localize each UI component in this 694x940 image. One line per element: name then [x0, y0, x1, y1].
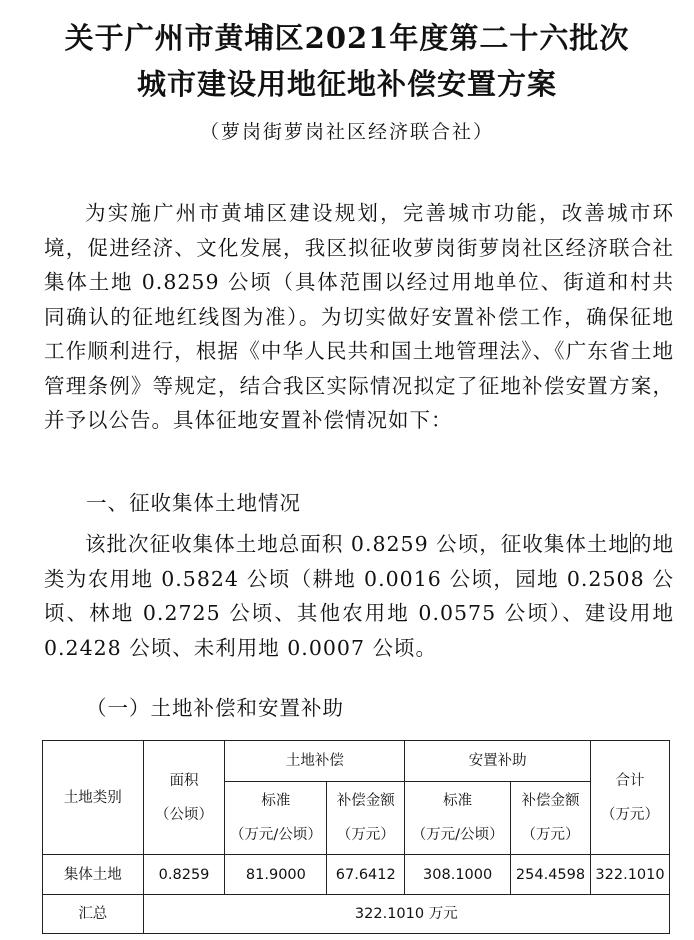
subheader-amount-unit: （万元）	[521, 827, 580, 843]
header-land-compensation: 土地补偿	[225, 741, 405, 782]
header-area-unit: （公顷）	[155, 806, 214, 823]
header-area	[143, 741, 225, 855]
land-details-text-a: 该批次征收集体土地总面积 0.8259 公顷，征收集体土地	[85, 532, 630, 556]
subheader-res-amount	[511, 782, 591, 855]
cell-res-amount: 254.4598	[511, 855, 591, 895]
subheader-amount-unit: （万元）	[336, 827, 395, 843]
section-heading-2: （一）土地补偿和安置补助	[86, 696, 344, 720]
subheader-standard-label: 标准	[443, 793, 473, 809]
subheader-land-standard	[225, 782, 327, 855]
document-title-line2: 城市建设用地征地补偿安置方案	[136, 67, 557, 101]
cell-res-standard: 308.1000	[405, 855, 511, 895]
cell-land-standard: 81.9000	[225, 855, 327, 895]
land-details-text-b: 的地类为农用地 0.5824 公顷（耕地 0.0016 公顷，园地 0.2508 公顷、林地 0.2725 公顷、其他农用地 0.0575 公顷）、建设用地 0.2428 公顷、未利用地 0.0007 公顷。	[44, 532, 674, 660]
document-title-line1: 关于广州市黄埔区2021年度第二十六批次	[64, 21, 630, 55]
header-resettlement: 安置补助	[405, 741, 591, 782]
subheader-standard-unit: （万元/公顷）	[229, 827, 322, 843]
document-subtitle: （萝岗街萝岗社区经济联合社）	[199, 121, 494, 143]
cell-summary-label: 汇总	[43, 895, 144, 934]
subheader-land-amount	[327, 782, 405, 855]
header-total-label: 合计	[615, 772, 645, 789]
cell-summary-value: 322.1010 万元	[143, 895, 669, 934]
cell-area: 0.8259	[143, 855, 225, 895]
subheader-standard-unit: （万元/公顷）	[411, 827, 504, 843]
section-heading-1: 一、征收集体土地情况	[86, 491, 301, 515]
intro-paragraph: 为实施广州市黄埔区建设规划，完善城市功能，改善城市环境，促进经济、文化发展，我区拟征收萝岗街萝岗社区经济联合社集体土地 0.8259 公顷（具体范围以经过用地单位、街道和村共同确认的征地红线图为准）。为切实做好安置补偿工作，确保征地工作顺利进行，根据《中华人民共和国土地管理法》、《广东省土地管理条例》等规定，结合我区实际情况拟定了征地补偿安置方案，并予以公告。具体征地安置补偿情况如下：	[44, 201, 674, 432]
table-header-row	[43, 741, 670, 782]
header-area-label: 面积	[169, 772, 199, 789]
cell-land-amount: 67.6412	[327, 855, 405, 895]
cell-total: 322.1010	[591, 855, 670, 895]
header-total	[591, 741, 670, 855]
compensation-table	[42, 740, 670, 934]
cell-land-type: 集体土地	[43, 855, 144, 895]
header-land-type: 土地类别	[43, 741, 144, 855]
header-total-unit: （万元）	[601, 806, 659, 823]
subheader-standard-label: 标准	[261, 793, 291, 809]
subheader-amount-label: 补偿金额	[521, 793, 580, 809]
table-summary-row	[43, 895, 670, 934]
subheader-res-standard	[405, 782, 511, 855]
land-details-paragraph[interactable]	[44, 527, 674, 665]
subheader-amount-label: 补偿金额	[336, 793, 395, 809]
table-row	[43, 855, 670, 895]
